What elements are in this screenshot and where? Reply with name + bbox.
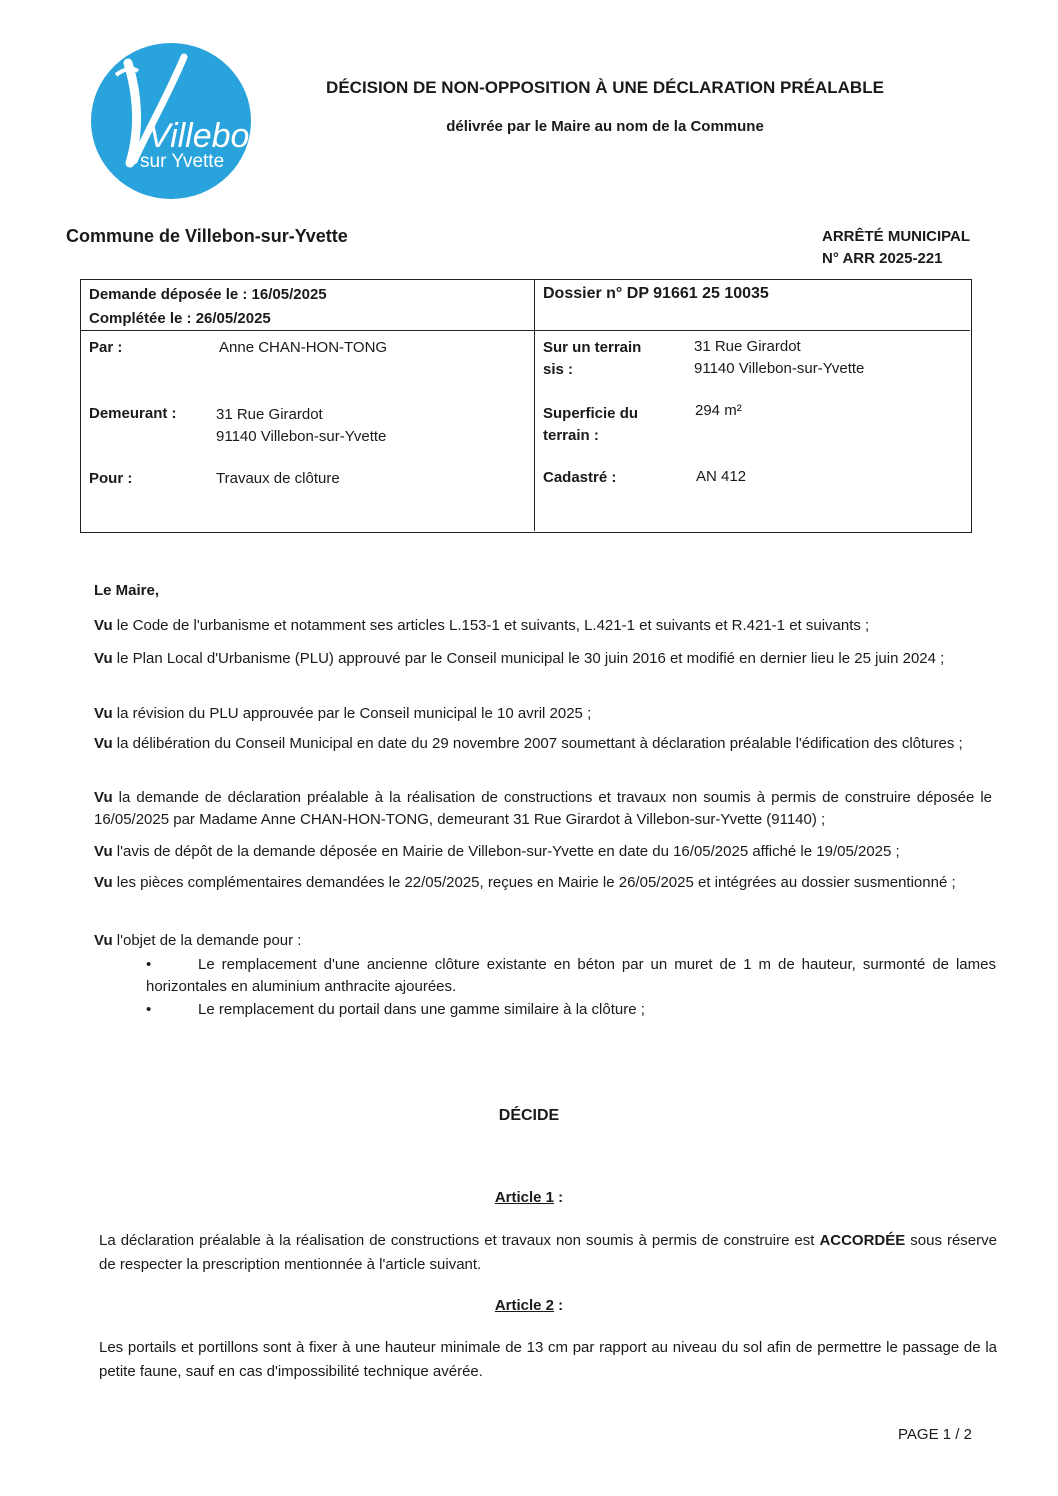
vu-keyword: Vu bbox=[94, 705, 113, 722]
bullet-text: Le remplacement d'une ancienne clôture existante en béton par un muret de 1 m de hauteur, surmonté de lames horizontales en aluminium anthracite ajourées. bbox=[146, 956, 996, 995]
vu-paragraph-7 bbox=[94, 872, 992, 894]
article-colon: : bbox=[554, 1189, 564, 1206]
article-1-text-part-a: La déclaration préalable à la réalisation de constructions et travaux non soumis à permis de construire est bbox=[99, 1232, 820, 1249]
vu-keyword: Vu bbox=[94, 735, 113, 752]
decide-heading: DÉCIDE bbox=[498, 1107, 560, 1124]
superficie-label-line2: terrain : bbox=[543, 427, 599, 444]
applicant-name: Anne CHAN-HON-TONG bbox=[219, 339, 388, 356]
article-1-heading bbox=[0, 1189, 1058, 1206]
article-1-text bbox=[99, 1229, 997, 1277]
applicant-address-street: 31 Rue Girardot bbox=[216, 406, 323, 423]
terrain-label-line1: Sur un terrain bbox=[543, 339, 642, 356]
document-subtitle: délivrée par le Maire au nom de la Commune bbox=[446, 118, 764, 135]
cadastre-value: AN 412 bbox=[696, 468, 747, 485]
applicant-address bbox=[216, 404, 386, 448]
article-2-title: Article 2 bbox=[494, 1297, 555, 1314]
article-2-heading bbox=[0, 1297, 1058, 1314]
vu-paragraph-6 bbox=[94, 841, 992, 863]
arrete-reference bbox=[822, 226, 970, 270]
vu-paragraph-4 bbox=[94, 733, 992, 755]
bullet-icon: • bbox=[146, 1001, 152, 1018]
vu-paragraph-2 bbox=[94, 648, 992, 670]
vu-keyword: Vu bbox=[94, 617, 113, 634]
bullet-icon: • bbox=[146, 956, 152, 973]
vu-keyword: Vu bbox=[94, 932, 113, 949]
commune-name: Commune de Villebon-sur-Yvette bbox=[66, 226, 348, 246]
depot-date: Demande déposée le : 16/05/2025 bbox=[89, 286, 327, 303]
document-title: DÉCISION DE NON-OPPOSITION À UNE DÉCLARATION PRÉALABLE bbox=[326, 78, 884, 97]
accordee-keyword: ACCORDÉE bbox=[819, 1232, 906, 1249]
logo-text-sur-yvette: sur Yvette bbox=[140, 151, 225, 172]
article-1-title: Article 1 bbox=[494, 1189, 555, 1206]
terrain-address-city: 91140 Villebon-sur-Yvette bbox=[694, 360, 865, 377]
vu-text: la révision du PLU approuvée par le Conseil municipal le 10 avril 2025 ; bbox=[116, 705, 592, 722]
bullet-item-2 bbox=[146, 999, 996, 1021]
bullet-item-1 bbox=[146, 954, 996, 998]
article-colon: : bbox=[554, 1297, 564, 1314]
le-maire: Le Maire, bbox=[94, 582, 160, 599]
vu-paragraph-3 bbox=[94, 703, 992, 725]
vu-paragraph-1 bbox=[94, 615, 992, 637]
vu-text: le Code de l'urbanisme et notamment ses articles L.153-1 et suivants, L.421-1 et suivants et R.421-1 et suivants ; bbox=[116, 617, 870, 634]
demeurant-label: Demeurant : bbox=[89, 405, 177, 422]
vu-text: le Plan Local d'Urbanisme (PLU) approuvé par le Conseil municipal le 30 juin 2016 et modifié en dernier lieu le 25 juin 2024 ; bbox=[116, 650, 945, 667]
vu-keyword: Vu bbox=[94, 650, 113, 667]
pour-label: Pour : bbox=[89, 470, 133, 487]
page-number: PAGE 1 / 2 bbox=[898, 1426, 972, 1443]
vu-keyword: Vu bbox=[94, 789, 113, 806]
superficie-value: 294 m² bbox=[695, 402, 742, 419]
dossier-number: Dossier n° DP 91661 25 10035 bbox=[543, 285, 769, 302]
terrain-label bbox=[543, 337, 641, 381]
terrain-label-line2: sis : bbox=[543, 361, 574, 378]
vu-paragraph-5 bbox=[94, 787, 992, 831]
par-label: Par : bbox=[89, 339, 123, 356]
cadastre-label: Cadastré : bbox=[543, 469, 617, 486]
villebon-logo bbox=[88, 35, 269, 201]
superficie-label bbox=[543, 403, 638, 447]
table-divider-horizontal bbox=[80, 330, 970, 331]
completion-date: Complétée le : 26/05/2025 bbox=[89, 310, 271, 327]
vu-keyword: Vu bbox=[94, 843, 113, 860]
bullet-text: Le remplacement du portail dans une gamme similaire à la clôture ; bbox=[198, 1001, 645, 1018]
vu-text: la délibération du Conseil Municipal en date du 29 novembre 2007 soumettant à déclaration préalable l'édification des clôtures ; bbox=[116, 735, 963, 752]
arrete-number: N° ARR 2025-221 bbox=[822, 250, 943, 267]
vu-paragraph-8 bbox=[94, 930, 992, 952]
arrete-label: ARRÊTÉ MUNICIPAL bbox=[822, 228, 971, 245]
vu-text: les pièces complémentaires demandées le 22/05/2025, reçues en Mairie le 26/05/2025 et intégrées au dossier susmentionné ; bbox=[116, 874, 956, 891]
vu-text: l'objet de la demande pour : bbox=[116, 932, 302, 949]
applicant-address-city: 91140 Villebon-sur-Yvette bbox=[216, 428, 387, 445]
vu-keyword: Vu bbox=[94, 874, 113, 891]
works-type: Travaux de clôture bbox=[216, 470, 340, 487]
vu-text: la demande de déclaration préalable à la réalisation de constructions et travaux non soumis à permis de construire déposée le 16/05/2025 par Madame Anne CHAN-HON-TONG, demeurant 31 Rue Girardot à Villebon-sur-Yvette (91140) ; bbox=[94, 789, 992, 828]
table-divider-vertical bbox=[534, 279, 535, 531]
vu-text: l'avis de dépôt de la demande déposée en Mairie de Villebon-sur-Yvette en date du 16/05/2025 affiché le 19/05/2025 ; bbox=[116, 843, 900, 860]
terrain-address bbox=[694, 336, 864, 380]
logo-text-villebon: Villebon bbox=[148, 117, 269, 155]
article-1-text-part-b: sous réserve de respecter la prescription mentionnée à l'article suivant. bbox=[99, 1232, 997, 1273]
terrain-address-street: 31 Rue Girardot bbox=[694, 338, 801, 355]
article-2-text: Les portails et portillons sont à fixer à une hauteur minimale de 13 cm par rapport au niveau du sol afin de permettre le passage de la petite faune, sauf en cas d'impossibilité technique avérée. bbox=[99, 1339, 997, 1380]
superficie-label-line1: Superficie du bbox=[543, 405, 639, 422]
